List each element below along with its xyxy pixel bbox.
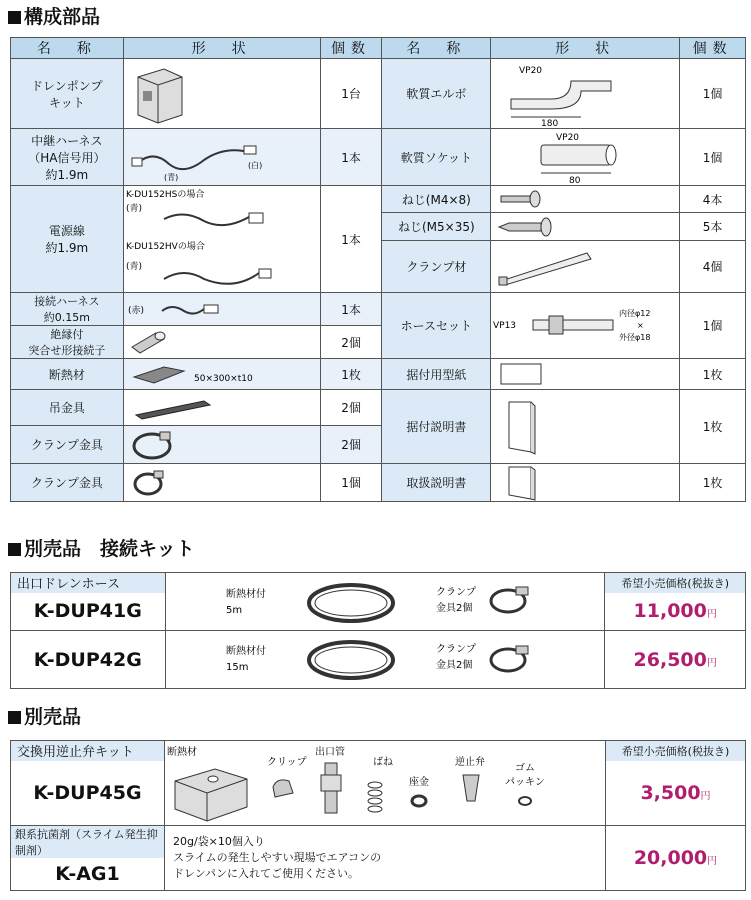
item-name-screw-m4: ねじ(M4×8)	[382, 186, 491, 213]
shape-socket	[491, 129, 680, 186]
section-title-options: 別売品	[8, 706, 81, 728]
header-qty-2: 個数	[680, 38, 746, 59]
qty-pump: 1台	[320, 59, 382, 129]
shape-template	[491, 359, 680, 390]
qty-hanger: 2個	[320, 390, 382, 426]
header-qty: 個数	[320, 38, 382, 59]
part-insulation-label: 断熱材	[166, 747, 197, 758]
item-name-template: 据付用型紙	[382, 359, 491, 390]
power-hv-label: K-DU152HVの場合	[125, 241, 205, 252]
valve-category: 交換用逆止弁キット	[11, 741, 165, 761]
options-price-header: 希望小売価格(税抜き)	[605, 741, 745, 761]
item-name-elbow: 軟質エルボ	[382, 59, 491, 129]
kit1-clamp-label-1: クランプ	[435, 586, 476, 598]
options-table	[10, 740, 746, 891]
header-name: 名 称	[11, 38, 124, 59]
item-name-clamp-fitting-1: クランプ金具	[11, 464, 124, 502]
qty-hose-set: 1個	[680, 293, 746, 359]
shape-install-manual	[491, 390, 680, 464]
qty-clamp-fitting-2: 2個	[320, 426, 382, 464]
agent-category: 銀系抗菌剤（スライム発生抑制剤）	[11, 826, 165, 859]
elbow-length-label: 180	[541, 118, 559, 127]
qty-insulation: 1枚	[320, 359, 382, 390]
kit2-clamp-label-1: クランプ	[435, 643, 476, 655]
shape-conn-harness	[123, 293, 320, 326]
kit1-model: K-DUP41G	[11, 593, 166, 631]
kit-image-1	[165, 573, 605, 631]
part-washer-label: 座金	[408, 777, 429, 788]
header-shape: 形 状	[123, 38, 320, 59]
qty-install-manual: 1枚	[680, 390, 746, 464]
kit2-price: 26,500円	[605, 631, 746, 689]
qty-operation-manual: 1枚	[680, 464, 746, 502]
part-spring-label: ばね	[372, 757, 393, 768]
qty-screw-m5: 5本	[680, 213, 746, 241]
agent-description: 20g/袋×10個入り スライムの発生しやすい現場でエアコンの ドレンパンに入れてご使用ください。	[164, 826, 605, 891]
item-name-install-manual: 据付説明書	[382, 390, 491, 464]
item-name-screw-m5: ねじ(M5×35)	[382, 213, 491, 241]
qty-clamp-material: 4個	[680, 241, 746, 293]
shape-operation-manual	[491, 464, 680, 502]
kit1-clamp-label-2: 金具2個	[435, 602, 472, 614]
valve-kit-image	[164, 741, 605, 826]
qty-screw-m4: 4本	[680, 186, 746, 213]
elbow-vp-label: VP20	[519, 65, 543, 76]
section-title-components: 構成部品	[8, 6, 100, 28]
kit-price-header: 希望小売価格(税抜き)	[605, 573, 746, 593]
item-name-clamp-fitting-2: クランプ金具	[11, 426, 124, 464]
shape-hanger	[123, 390, 320, 426]
shape-clamp-fitting-2	[123, 426, 320, 464]
qty-conn-harness: 1本	[320, 293, 382, 326]
shape-pump	[123, 59, 320, 129]
harness-blue-label: (青)	[163, 173, 178, 182]
qty-power: 1本	[320, 186, 382, 293]
item-name-clamp-material: クランプ材	[382, 241, 491, 293]
kit2-hose-label-1: 断熱材付	[225, 645, 266, 657]
item-name-pump: ドレンポンプ キット	[11, 59, 124, 129]
part-clip-label: クリップ	[266, 757, 307, 768]
socket-vp-label: VP20	[556, 133, 580, 143]
valve-price: 3,500円	[605, 761, 745, 826]
item-name-operation-manual: 取扱説明書	[382, 464, 491, 502]
part-outlet-pipe-label: 出口管	[314, 747, 345, 758]
shape-screw-m4	[491, 186, 680, 213]
part-rubber-label: ゴム	[514, 763, 535, 774]
item-name-socket: 軟質ソケット	[382, 129, 491, 186]
kit2-clamp-label-2: 金具2個	[435, 659, 472, 671]
kit2-model: K-DUP42G	[11, 631, 166, 689]
shape-clamp-fitting-1	[123, 464, 320, 502]
hose-inner-label: 内径φ12	[619, 308, 651, 318]
kit2-hose-label-2: 15m	[225, 661, 248, 673]
shape-insulation	[123, 359, 320, 390]
shape-screw-m5	[491, 213, 680, 241]
insulation-size-label: 50×300×t10	[193, 374, 253, 384]
kit1-price: 11,000円	[605, 593, 746, 631]
item-name-hanger: 吊金具	[11, 390, 124, 426]
socket-length-label: 80	[569, 176, 581, 185]
item-name-insulation: 断熱材	[11, 359, 124, 390]
qty-connector: 2個	[320, 326, 382, 359]
shape-clamp-material	[491, 241, 680, 293]
shape-hose-set	[491, 293, 680, 359]
header-name-2: 名 称	[382, 38, 491, 59]
qty-socket: 1個	[680, 129, 746, 186]
pump-kit-image	[124, 63, 194, 125]
item-name-power: 電源線 約1.9m	[11, 186, 124, 293]
shape-elbow	[491, 59, 680, 129]
item-name-connector: 絶縁付 突合せ形接続子	[11, 326, 124, 359]
agent-model: K-AG1	[11, 858, 165, 890]
qty-template: 1枚	[680, 359, 746, 390]
qty-relay-harness: 1本	[320, 129, 382, 186]
harness-white-label: (白)	[247, 161, 262, 170]
header-shape-2: 形 状	[491, 38, 680, 59]
power-hv-blue-label: (青)	[125, 261, 142, 272]
power-hs-blue-label: (青)	[125, 203, 142, 214]
kit-category: 出口ドレンホース	[11, 573, 166, 593]
hose-vp13-label: VP13	[493, 320, 517, 331]
kit-table	[10, 572, 746, 689]
qty-clamp-fitting-1: 1個	[320, 464, 382, 502]
section-title-kit: 別売品 接続キット	[8, 538, 195, 560]
qty-elbow: 1個	[680, 59, 746, 129]
shape-connector	[123, 326, 320, 359]
shape-power	[123, 186, 320, 293]
conn-harness-red-label: (赤)	[127, 306, 144, 316]
part-packing-label: パッキン	[504, 777, 545, 788]
part-check-valve-label: 逆止弁	[454, 757, 485, 768]
item-name-relay-harness: 中継ハーネス （HA信号用） 約1.9m	[11, 129, 124, 186]
item-name-hose-set: ホースセット	[382, 293, 491, 359]
hose-outer-label: 外径φ18	[619, 332, 651, 342]
hose-times-label: ×	[637, 320, 644, 330]
item-name-conn-harness: 接続ハーネス 約0.15m	[11, 293, 124, 326]
valve-model: K-DUP45G	[11, 761, 165, 826]
kit-image-2	[165, 631, 605, 689]
components-table	[10, 37, 746, 502]
kit1-hose-label-1: 断熱材付	[225, 588, 266, 600]
power-hs-label: K-DU152HSの場合	[125, 189, 205, 200]
kit1-hose-label-2: 5m	[225, 604, 242, 616]
agent-price: 20,000円	[605, 826, 745, 891]
shape-relay-harness	[123, 129, 320, 186]
